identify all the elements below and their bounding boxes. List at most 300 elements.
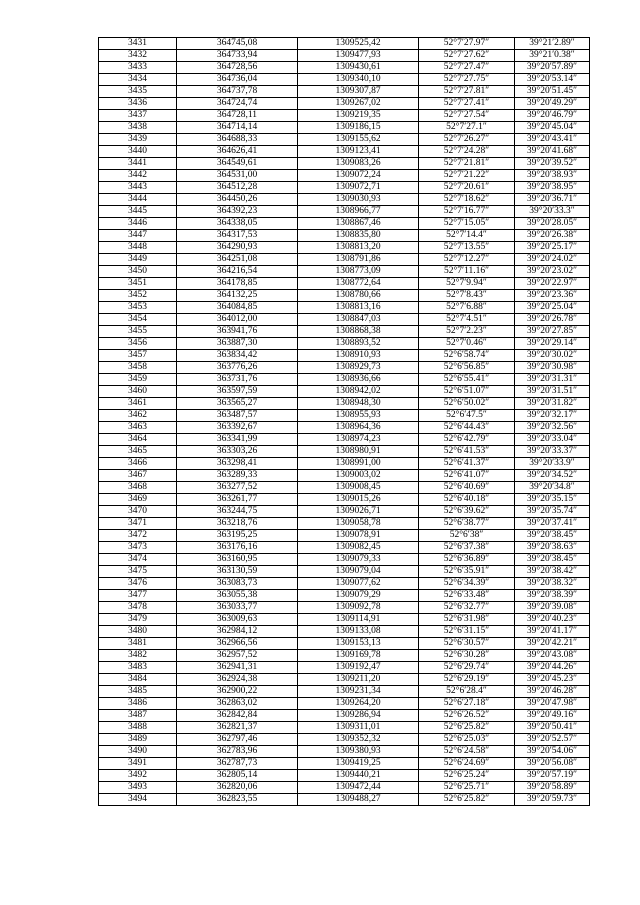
longitude-cell: 39°20′23.36″ (515, 290, 590, 302)
table-row (99, 242, 590, 254)
latitude-cell: 52°6′41.53″ (419, 446, 515, 458)
latitude-cell: 52°7′24.28″ (419, 146, 515, 158)
point-number-cell: 3462 (99, 410, 177, 422)
point-number-cell: 3448 (99, 242, 177, 254)
y-coordinate-cell: 1309211,20 (298, 674, 419, 686)
table-row (99, 746, 590, 758)
point-number-cell: 3447 (99, 230, 177, 242)
point-number-cell: 3453 (99, 302, 177, 314)
latitude-cell: 52°6′38.77″ (419, 518, 515, 530)
point-number-cell: 3467 (99, 470, 177, 482)
y-coordinate-cell: 1308791,86 (298, 254, 419, 266)
y-coordinate-cell: 1309083,26 (298, 158, 419, 170)
table-row (99, 494, 590, 506)
table-row (99, 698, 590, 710)
y-coordinate-cell: 1309078,91 (298, 530, 419, 542)
latitude-cell: 52°7′14.4″ (419, 230, 515, 242)
longitude-cell: 39°20′49.16″ (515, 710, 590, 722)
longitude-cell: 39°20′41.17″ (515, 626, 590, 638)
longitude-cell: 39°20′25.04″ (515, 302, 590, 314)
point-number-cell: 3440 (99, 146, 177, 158)
table-row (99, 38, 590, 50)
x-coordinate-cell: 362821,37 (177, 722, 298, 734)
table-row (99, 134, 590, 146)
point-number-cell: 3490 (99, 746, 177, 758)
x-coordinate-cell: 363298,41 (177, 458, 298, 470)
y-coordinate-cell: 1309123,41 (298, 146, 419, 158)
y-coordinate-cell: 1309077,62 (298, 578, 419, 590)
x-coordinate-cell: 363033,77 (177, 602, 298, 614)
point-number-cell: 3469 (99, 494, 177, 506)
point-number-cell: 3493 (99, 782, 177, 794)
table-row (99, 230, 590, 242)
table-row (99, 722, 590, 734)
coordinate-table (98, 37, 590, 806)
y-coordinate-cell: 1309026,71 (298, 506, 419, 518)
table-row (99, 566, 590, 578)
table-row (99, 782, 590, 794)
x-coordinate-cell: 364688,33 (177, 134, 298, 146)
x-coordinate-cell: 362957,52 (177, 650, 298, 662)
longitude-cell: 39°20′39.08″ (515, 602, 590, 614)
table-row (99, 398, 590, 410)
longitude-cell: 39°20′35.74″ (515, 506, 590, 518)
latitude-cell: 52°6′41.07″ (419, 470, 515, 482)
x-coordinate-cell: 363218,76 (177, 518, 298, 530)
latitude-cell: 52°6′44.43″ (419, 422, 515, 434)
longitude-cell: 39°20′38.93″ (515, 170, 590, 182)
y-coordinate-cell: 1309192,47 (298, 662, 419, 674)
y-coordinate-cell: 1309169,78 (298, 650, 419, 662)
latitude-cell: 52°7′27.81″ (419, 86, 515, 98)
table-row (99, 290, 590, 302)
point-number-cell: 3483 (99, 662, 177, 674)
latitude-cell: 52°6′30.57″ (419, 638, 515, 650)
latitude-cell: 52°6′35.91″ (419, 566, 515, 578)
x-coordinate-cell: 363195,25 (177, 530, 298, 542)
x-coordinate-cell: 364728,11 (177, 110, 298, 122)
y-coordinate-cell: 1309072,71 (298, 182, 419, 194)
longitude-cell: 39°20′47.98″ (515, 698, 590, 710)
y-coordinate-cell: 1309307,87 (298, 86, 419, 98)
latitude-cell: 52°6′41.37″ (419, 458, 515, 470)
longitude-cell: 39°20′26.38″ (515, 230, 590, 242)
longitude-cell: 39°20′49.29″ (515, 98, 590, 110)
point-number-cell: 3465 (99, 446, 177, 458)
latitude-cell: 52°6′24.58″ (419, 746, 515, 758)
point-number-cell: 3473 (99, 542, 177, 554)
latitude-cell: 52°6′25.82″ (419, 722, 515, 734)
longitude-cell: 39°20′56.08″ (515, 758, 590, 770)
latitude-cell: 52°6′40.69″ (419, 482, 515, 494)
table-row (99, 122, 590, 134)
x-coordinate-cell: 364178,85 (177, 278, 298, 290)
table-row (99, 86, 590, 98)
table-row (99, 74, 590, 86)
latitude-cell: 52°6′29.19″ (419, 674, 515, 686)
latitude-cell: 52°7′27.97″ (419, 38, 515, 50)
table-row (99, 338, 590, 350)
latitude-cell: 52°6′51.07″ (419, 386, 515, 398)
longitude-cell: 39°20′30.02″ (515, 350, 590, 362)
table-row (99, 458, 590, 470)
latitude-cell: 52°7′27.1″ (419, 122, 515, 134)
y-coordinate-cell: 1309340,10 (298, 74, 419, 86)
x-coordinate-cell: 363834,42 (177, 350, 298, 362)
x-coordinate-cell: 363597,59 (177, 386, 298, 398)
longitude-cell: 39°20′32.17″ (515, 410, 590, 422)
x-coordinate-cell: 362941,31 (177, 662, 298, 674)
table-row (99, 662, 590, 674)
latitude-cell: 52°7′15.05″ (419, 218, 515, 230)
y-coordinate-cell: 1309231,34 (298, 686, 419, 698)
longitude-cell: 39°20′46.79″ (515, 110, 590, 122)
x-coordinate-cell: 364012,00 (177, 314, 298, 326)
table-row (99, 374, 590, 386)
y-coordinate-cell: 1309311,01 (298, 722, 419, 734)
table-row (99, 362, 590, 374)
longitude-cell: 39°20′23.02″ (515, 266, 590, 278)
point-number-cell: 3487 (99, 710, 177, 722)
longitude-cell: 39°20′58.89″ (515, 782, 590, 794)
table-row (99, 182, 590, 194)
point-number-cell: 3445 (99, 206, 177, 218)
x-coordinate-cell: 362863,02 (177, 698, 298, 710)
table-row (99, 254, 590, 266)
longitude-cell: 39°20′29.14″ (515, 338, 590, 350)
longitude-cell: 39°20′31.51″ (515, 386, 590, 398)
point-number-cell: 3460 (99, 386, 177, 398)
longitude-cell: 39°20′34.52″ (515, 470, 590, 482)
point-number-cell: 3482 (99, 650, 177, 662)
y-coordinate-cell: 1309352,32 (298, 734, 419, 746)
latitude-cell: 52°7′21.81″ (419, 158, 515, 170)
longitude-cell: 39°20′34.8″ (515, 482, 590, 494)
y-coordinate-cell: 1309092,78 (298, 602, 419, 614)
x-coordinate-cell: 364724,74 (177, 98, 298, 110)
longitude-cell: 39°20′45.04″ (515, 122, 590, 134)
longitude-cell: 39°20′24.02″ (515, 254, 590, 266)
latitude-cell: 52°6′39.62″ (419, 506, 515, 518)
y-coordinate-cell: 1309264,20 (298, 698, 419, 710)
y-coordinate-cell: 1309082,45 (298, 542, 419, 554)
y-coordinate-cell: 1309267,02 (298, 98, 419, 110)
x-coordinate-cell: 364737,78 (177, 86, 298, 98)
y-coordinate-cell: 1308868,38 (298, 326, 419, 338)
table-row (99, 554, 590, 566)
point-number-cell: 3484 (99, 674, 177, 686)
table-row (99, 62, 590, 74)
longitude-cell: 39°20′50.41″ (515, 722, 590, 734)
y-coordinate-cell: 1309079,04 (298, 566, 419, 578)
latitude-cell: 52°6′25.71″ (419, 782, 515, 794)
latitude-cell: 52°7′18.62″ (419, 194, 515, 206)
x-coordinate-cell: 363776,26 (177, 362, 298, 374)
longitude-cell: 39°20′38.95″ (515, 182, 590, 194)
x-coordinate-cell: 363731,76 (177, 374, 298, 386)
point-number-cell: 3464 (99, 434, 177, 446)
longitude-cell: 39°20′57.19″ (515, 770, 590, 782)
longitude-cell: 39°20′51.45″ (515, 86, 590, 98)
point-number-cell: 3489 (99, 734, 177, 746)
table-row (99, 194, 590, 206)
longitude-cell: 39°20′52.57″ (515, 734, 590, 746)
latitude-cell: 52°6′40.18″ (419, 494, 515, 506)
latitude-cell: 52°7′27.54″ (419, 110, 515, 122)
latitude-cell: 52°7′11.16″ (419, 266, 515, 278)
x-coordinate-cell: 364728,56 (177, 62, 298, 74)
point-number-cell: 3449 (99, 254, 177, 266)
longitude-cell: 39°20′36.71″ (515, 194, 590, 206)
latitude-cell: 52°6′26.52″ (419, 710, 515, 722)
latitude-cell: 52°6′36.89″ (419, 554, 515, 566)
table-row (99, 386, 590, 398)
table-row (99, 758, 590, 770)
latitude-cell: 52°7′26.27″ (419, 134, 515, 146)
table-row (99, 218, 590, 230)
y-coordinate-cell: 1309153,13 (298, 638, 419, 650)
latitude-cell: 52°7′27.47″ (419, 62, 515, 74)
x-coordinate-cell: 364714,14 (177, 122, 298, 134)
longitude-cell: 39°20′35.15″ (515, 494, 590, 506)
latitude-cell: 52°6′47.5″ (419, 410, 515, 422)
latitude-cell: 52°7′12.27″ (419, 254, 515, 266)
point-number-cell: 3475 (99, 566, 177, 578)
latitude-cell: 52°6′58.74″ (419, 350, 515, 362)
y-coordinate-cell: 1308974,23 (298, 434, 419, 446)
point-number-cell: 3441 (99, 158, 177, 170)
coordinate-table-page (98, 37, 589, 806)
point-number-cell: 3434 (99, 74, 177, 86)
table-row (99, 626, 590, 638)
x-coordinate-cell: 364084,85 (177, 302, 298, 314)
x-coordinate-cell: 363130,59 (177, 566, 298, 578)
x-coordinate-cell: 363176,16 (177, 542, 298, 554)
x-coordinate-cell: 363261,77 (177, 494, 298, 506)
point-number-cell: 3477 (99, 590, 177, 602)
point-number-cell: 3451 (99, 278, 177, 290)
latitude-cell: 52°7′16.77″ (419, 206, 515, 218)
x-coordinate-cell: 363341,99 (177, 434, 298, 446)
y-coordinate-cell: 1308929,73 (298, 362, 419, 374)
x-coordinate-cell: 364450,26 (177, 194, 298, 206)
latitude-cell: 52°6′24.69″ (419, 758, 515, 770)
x-coordinate-cell: 362984,12 (177, 626, 298, 638)
y-coordinate-cell: 1309488,27 (298, 794, 419, 806)
table-row (99, 170, 590, 182)
table-row (99, 422, 590, 434)
latitude-cell: 52°6′25.82″ (419, 794, 515, 806)
y-coordinate-cell: 1309186,15 (298, 122, 419, 134)
latitude-cell: 52°6′28.4″ (419, 686, 515, 698)
longitude-cell: 39°20′27.85″ (515, 326, 590, 338)
longitude-cell: 39°20′46.28″ (515, 686, 590, 698)
point-number-cell: 3433 (99, 62, 177, 74)
y-coordinate-cell: 1309133,08 (298, 626, 419, 638)
latitude-cell: 52°6′37.38″ (419, 542, 515, 554)
y-coordinate-cell: 1309430,61 (298, 62, 419, 74)
point-number-cell: 3471 (99, 518, 177, 530)
longitude-cell: 39°20′38.39″ (515, 590, 590, 602)
table-row (99, 530, 590, 542)
x-coordinate-cell: 363487,57 (177, 410, 298, 422)
latitude-cell: 52°7′27.75″ (419, 74, 515, 86)
y-coordinate-cell: 1309440,21 (298, 770, 419, 782)
table-row (99, 590, 590, 602)
y-coordinate-cell: 1308964,36 (298, 422, 419, 434)
longitude-cell: 39°20′37.41″ (515, 518, 590, 530)
table-row (99, 686, 590, 698)
point-number-cell: 3454 (99, 314, 177, 326)
latitude-cell: 52°7′4.51″ (419, 314, 515, 326)
y-coordinate-cell: 1308893,52 (298, 338, 419, 350)
point-number-cell: 3458 (99, 362, 177, 374)
latitude-cell: 52°6′25.24″ (419, 770, 515, 782)
latitude-cell: 52°6′30.28″ (419, 650, 515, 662)
y-coordinate-cell: 1309419,25 (298, 758, 419, 770)
latitude-cell: 52°7′8.43″ (419, 290, 515, 302)
longitude-cell: 39°21′0.38″ (515, 50, 590, 62)
y-coordinate-cell: 1309015,26 (298, 494, 419, 506)
longitude-cell: 39°20′42.21″ (515, 638, 590, 650)
point-number-cell: 3443 (99, 182, 177, 194)
y-coordinate-cell: 1308936,66 (298, 374, 419, 386)
longitude-cell: 39°20′43.41″ (515, 134, 590, 146)
longitude-cell: 39°20′38.63″ (515, 542, 590, 554)
table-row (99, 434, 590, 446)
point-number-cell: 3463 (99, 422, 177, 434)
table-row (99, 446, 590, 458)
longitude-cell: 39°20′25.17″ (515, 242, 590, 254)
longitude-cell: 39°20′59.73″ (515, 794, 590, 806)
y-coordinate-cell: 1309286,94 (298, 710, 419, 722)
x-coordinate-cell: 362842,84 (177, 710, 298, 722)
y-coordinate-cell: 1309008,45 (298, 482, 419, 494)
y-coordinate-cell: 1308942,02 (298, 386, 419, 398)
longitude-cell: 39°20′33.3″ (515, 206, 590, 218)
point-number-cell: 3452 (99, 290, 177, 302)
table-row (99, 770, 590, 782)
longitude-cell: 39°20′38.45″ (515, 554, 590, 566)
point-number-cell: 3432 (99, 50, 177, 62)
longitude-cell: 39°20′33.04″ (515, 434, 590, 446)
point-number-cell: 3480 (99, 626, 177, 638)
point-number-cell: 3457 (99, 350, 177, 362)
y-coordinate-cell: 1309114,91 (298, 614, 419, 626)
point-number-cell: 3486 (99, 698, 177, 710)
table-row (99, 50, 590, 62)
point-number-cell: 3478 (99, 602, 177, 614)
x-coordinate-cell: 362783,96 (177, 746, 298, 758)
y-coordinate-cell: 1309472,44 (298, 782, 419, 794)
x-coordinate-cell: 364512,28 (177, 182, 298, 194)
latitude-cell: 52°7′9.94″ (419, 278, 515, 290)
longitude-cell: 39°20′45.23″ (515, 674, 590, 686)
point-number-cell: 3431 (99, 38, 177, 50)
x-coordinate-cell: 362823,55 (177, 794, 298, 806)
point-number-cell: 3439 (99, 134, 177, 146)
longitude-cell: 39°20′38.45″ (515, 530, 590, 542)
table-row (99, 350, 590, 362)
y-coordinate-cell: 1308948,30 (298, 398, 419, 410)
table-row (99, 278, 590, 290)
table-row (99, 314, 590, 326)
x-coordinate-cell: 363244,75 (177, 506, 298, 518)
longitude-cell: 39°20′28.05″ (515, 218, 590, 230)
point-number-cell: 3485 (99, 686, 177, 698)
longitude-cell: 39°20′30.98″ (515, 362, 590, 374)
point-number-cell: 3466 (99, 458, 177, 470)
latitude-cell: 52°6′38″ (419, 530, 515, 542)
latitude-cell: 52°7′27.41″ (419, 98, 515, 110)
longitude-cell: 39°20′33.37″ (515, 446, 590, 458)
point-number-cell: 3435 (99, 86, 177, 98)
latitude-cell: 52°6′27.18″ (419, 698, 515, 710)
x-coordinate-cell: 364317,53 (177, 230, 298, 242)
y-coordinate-cell: 1309155,62 (298, 134, 419, 146)
latitude-cell: 52°6′25.03″ (419, 734, 515, 746)
point-number-cell: 3488 (99, 722, 177, 734)
x-coordinate-cell: 364736,04 (177, 74, 298, 86)
longitude-cell: 39°20′57.89″ (515, 62, 590, 74)
x-coordinate-cell: 362966,56 (177, 638, 298, 650)
table-row (99, 506, 590, 518)
point-number-cell: 3492 (99, 770, 177, 782)
table-row (99, 614, 590, 626)
y-coordinate-cell: 1308955,93 (298, 410, 419, 422)
longitude-cell: 39°20′33.9″ (515, 458, 590, 470)
y-coordinate-cell: 1309079,33 (298, 554, 419, 566)
x-coordinate-cell: 363289,33 (177, 470, 298, 482)
longitude-cell: 39°20′38.32″ (515, 578, 590, 590)
y-coordinate-cell: 1309072,24 (298, 170, 419, 182)
longitude-cell: 39°20′54.06″ (515, 746, 590, 758)
point-number-cell: 3461 (99, 398, 177, 410)
y-coordinate-cell: 1308813,16 (298, 302, 419, 314)
latitude-cell: 52°7′27.62″ (419, 50, 515, 62)
latitude-cell: 52°7′20.61″ (419, 182, 515, 194)
table-row (99, 410, 590, 422)
x-coordinate-cell: 363160,95 (177, 554, 298, 566)
y-coordinate-cell: 1309525,42 (298, 38, 419, 50)
longitude-cell: 39°20′22.97″ (515, 278, 590, 290)
longitude-cell: 39°20′31.82″ (515, 398, 590, 410)
point-number-cell: 3436 (99, 98, 177, 110)
y-coordinate-cell: 1308780,66 (298, 290, 419, 302)
table-row (99, 110, 590, 122)
latitude-cell: 52°7′2.23″ (419, 326, 515, 338)
point-number-cell: 3446 (99, 218, 177, 230)
x-coordinate-cell: 363565,27 (177, 398, 298, 410)
x-coordinate-cell: 364733,94 (177, 50, 298, 62)
x-coordinate-cell: 364531,00 (177, 170, 298, 182)
table-row (99, 734, 590, 746)
x-coordinate-cell: 364216,54 (177, 266, 298, 278)
x-coordinate-cell: 362820,06 (177, 782, 298, 794)
table-row (99, 638, 590, 650)
longitude-cell: 39°20′43.08″ (515, 650, 590, 662)
table-row (99, 674, 590, 686)
x-coordinate-cell: 363083,73 (177, 578, 298, 590)
x-coordinate-cell: 362805,14 (177, 770, 298, 782)
latitude-cell: 52°7′0.46″ (419, 338, 515, 350)
latitude-cell: 52°6′55.41″ (419, 374, 515, 386)
point-number-cell: 3474 (99, 554, 177, 566)
x-coordinate-cell: 363392,67 (177, 422, 298, 434)
table-row (99, 542, 590, 554)
y-coordinate-cell: 1309477,93 (298, 50, 419, 62)
latitude-cell: 52°6′29.74″ (419, 662, 515, 674)
